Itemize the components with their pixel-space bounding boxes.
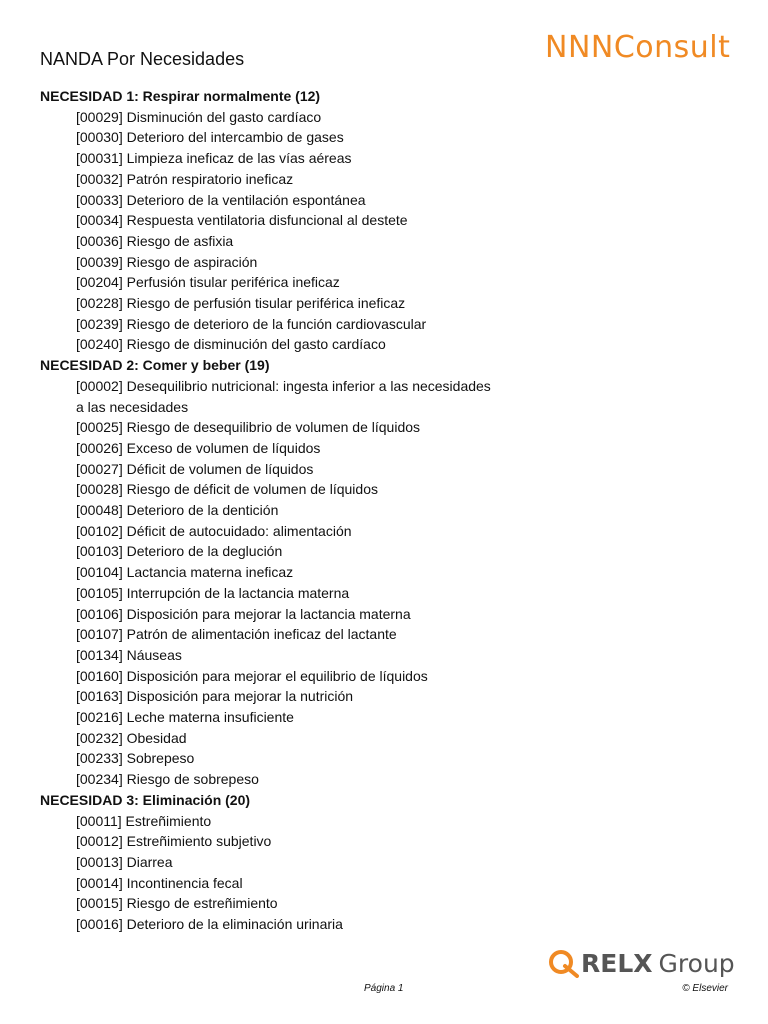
list-item: [00160] Disposición para mejorar el equilibrio de líquidos	[76, 667, 428, 684]
list-item: [00107] Patrón de alimentación ineficaz del lactante	[76, 626, 397, 643]
relx-group-word: Group	[658, 948, 735, 978]
section-heading: NECESIDAD 2: Comer y beber (19)	[40, 357, 270, 374]
list-item: [00233] Sobrepeso	[76, 750, 195, 767]
list-item: [00036] Riesgo de asfixia	[76, 232, 234, 249]
list-item: [00216] Leche materna insuficiente	[76, 709, 294, 726]
list-item: [00239] Riesgo de deterioro de la función cardiovascular	[76, 315, 427, 332]
nnnconsult-logo: NNNConsult	[545, 30, 731, 65]
section-heading: NECESIDAD 3: Eliminación (20)	[40, 791, 251, 808]
list-item: [00032] Patrón respiratorio ineficaz	[76, 170, 294, 187]
list-item: [00015] Riesgo de estreñimiento	[76, 895, 278, 912]
list-item: [00234] Riesgo de sobrepeso	[76, 771, 259, 788]
list-item: [00029] Disminución del gasto cardíaco	[76, 108, 322, 125]
list-item: [00027] Déficit de volumen de líquidos	[76, 460, 314, 477]
list-item: [00012] Estreñimiento subjetivo	[76, 833, 272, 850]
list-item: [00048] Deterioro de la dentición	[76, 502, 279, 519]
page-number: Página 1	[364, 983, 404, 994]
list-item: [00240] Riesgo de disminución del gasto cardíaco	[76, 336, 386, 353]
list-item: [00104] Lactancia materna ineficaz	[76, 564, 294, 581]
list-item: [00106] Disposición para mejorar la lactancia materna	[76, 605, 411, 622]
list-item: [00105] Interrupción de la lactancia materna	[76, 584, 350, 601]
section-heading: NECESIDAD 1: Respirar normalmente (12)	[40, 88, 321, 104]
list-item: [00232] Obesidad	[76, 729, 187, 746]
relx-group-logo	[547, 946, 735, 980]
list-item: [00011] Estreñimiento	[76, 812, 212, 829]
list-item: [00028] Riesgo de déficit de volumen de líquidos	[76, 481, 378, 498]
list-item: [00033] Deterioro de la ventilación espontánea	[76, 191, 366, 208]
copyright: © Elsevier	[682, 983, 728, 994]
list-item: [00228] Riesgo de perfusión tisular periférica ineficaz	[76, 295, 406, 312]
relx-symbol-icon	[547, 948, 579, 978]
relx-word: RELX	[581, 948, 653, 978]
list-item: [00030] Deterioro del intercambio de gases	[76, 129, 344, 146]
page-title: NANDA Por Necesidades	[40, 49, 245, 69]
list-item: [00102] Déficit de autocuidado: alimentación	[76, 522, 352, 539]
list-item: [00034] Respuesta ventilatoria disfuncional al destete	[76, 212, 408, 229]
list-item: [00025] Riesgo de desequilibrio de volumen de líquidos	[76, 419, 421, 436]
list-item: [00026] Exceso de volumen de líquidos	[76, 439, 321, 456]
needs-list	[40, 86, 730, 935]
list-item: [00163] Disposición para mejorar la nutrición	[76, 688, 354, 705]
list-item: [00103] Deterioro de la deglución	[76, 543, 283, 560]
list-item: [00134] Náuseas	[76, 646, 182, 663]
list-item: [00039] Riesgo de aspiración	[76, 253, 258, 270]
list-item: [00031] Limpieza ineficaz de las vías aéreas	[76, 150, 352, 167]
list-item: [00013] Diarrea	[76, 853, 173, 870]
list-item: [00204] Perfusión tisular periférica ineficaz	[76, 274, 340, 291]
list-item: [00014] Incontinencia fecal	[76, 874, 243, 891]
list-item: [00002] Desequilibrio nutricional: ingesta inferior a las necesidades a las necesidades	[76, 377, 491, 415]
list-item: [00016] Deterioro de la eliminación urinaria	[76, 916, 343, 933]
